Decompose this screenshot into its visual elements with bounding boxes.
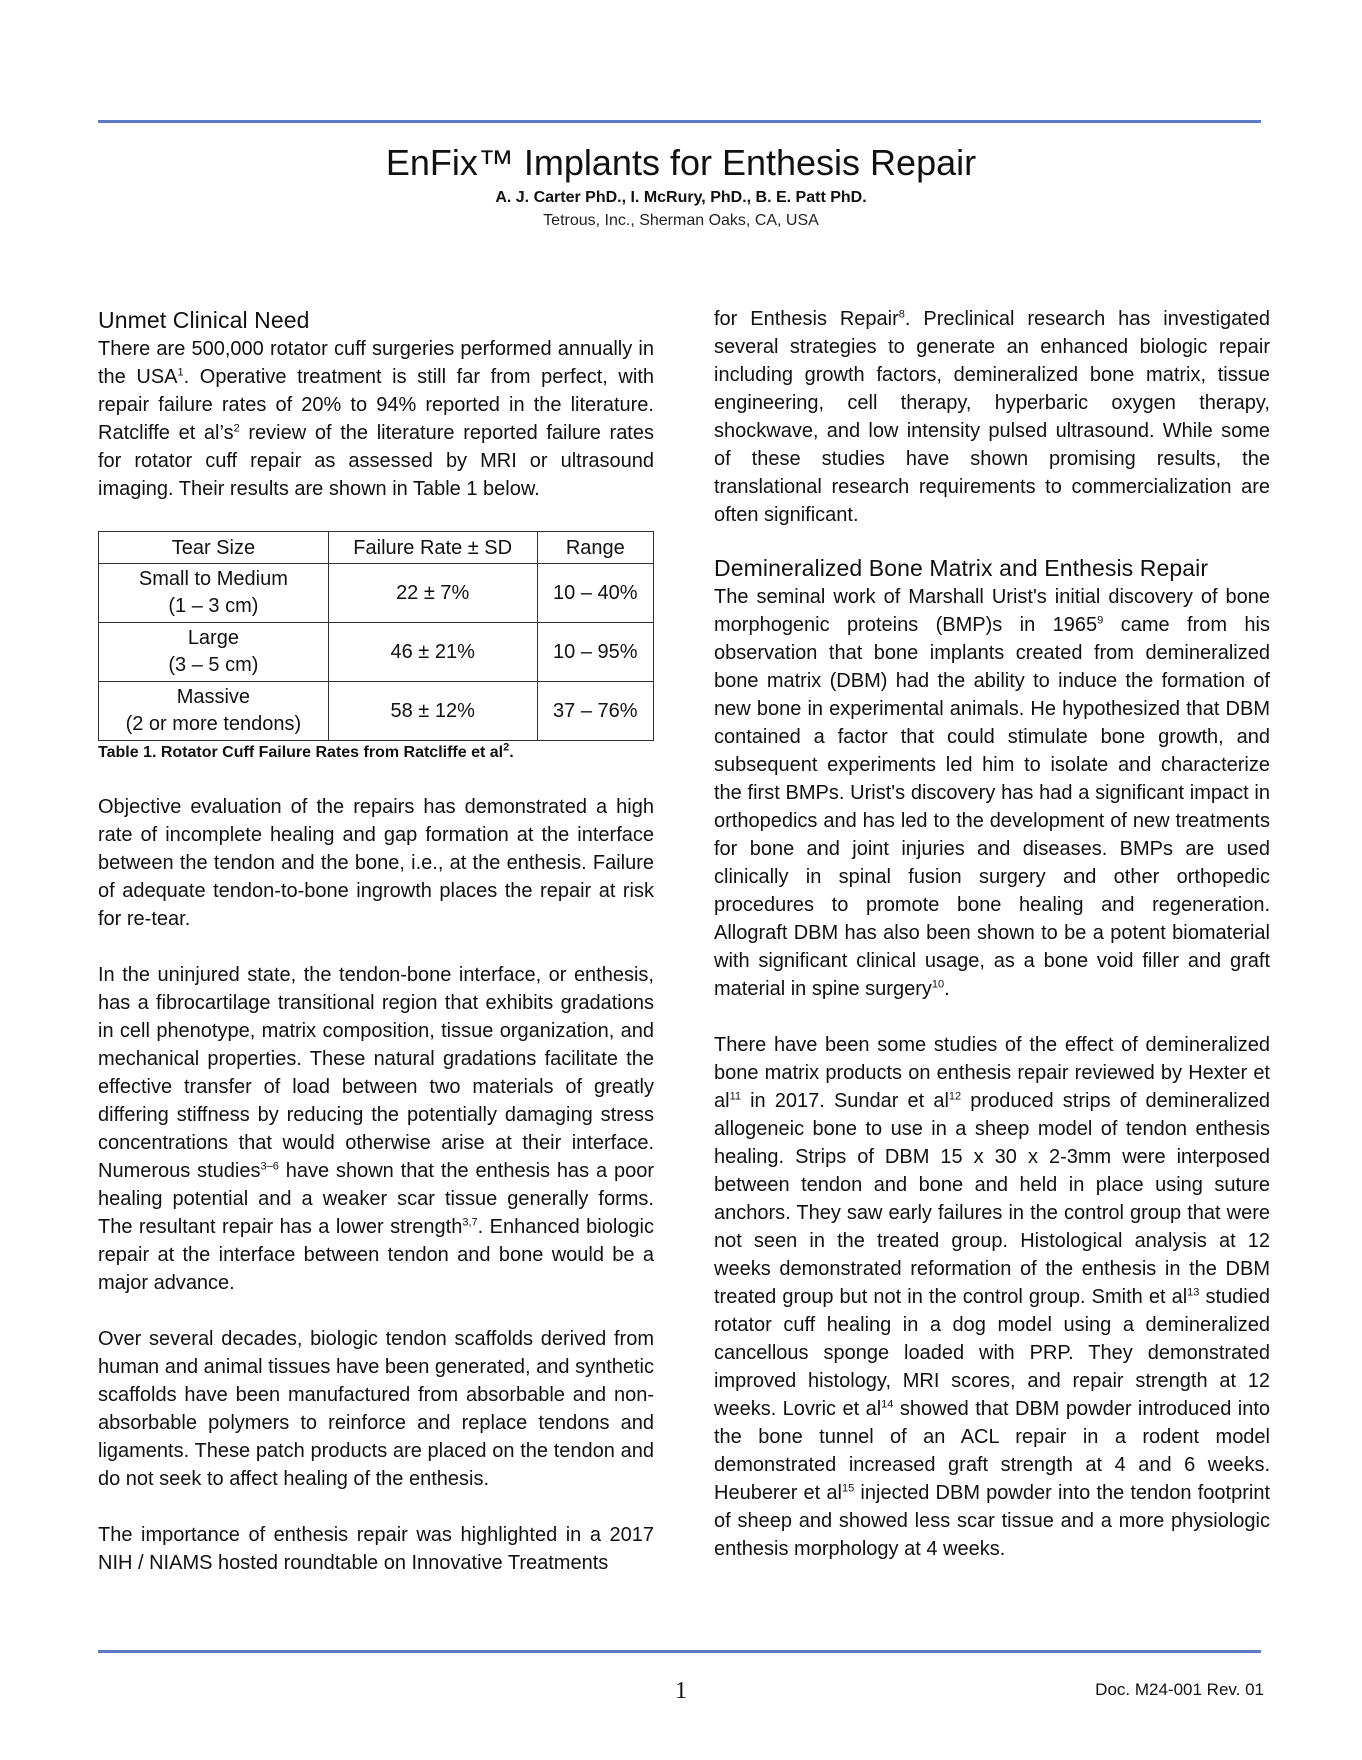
bottom-rule [98,1650,1261,1653]
citation: 1 [177,366,184,379]
table-cell-failure-rate: 58 ± 12% [328,682,537,741]
section-heading-dbm: Demineralized Bone Matrix and Enthesis Repair [714,555,1209,581]
table-cell-range: 10 – 40% [537,564,653,623]
citation: 10 [931,978,945,991]
paragraph: There have been some studies of the effect of demineralized bone matrix products on enthesis repair reviewed by Hexter et $al^{11}$ in 2017. Sundar et $al^{12}$ produced strips of demineralized allogeneic bone to use in a sheep model of tendon enthesis healing. Strips of DBM 15 x 30 x 2-3mm were interposed between tendon and bone and held in place using suture anchors. They saw early failures in the control group that were not seen in the treated group. Histological analysis at 12 weeks demonstrated reformation of the enthesis in the DBM treated group but not in the control group. Smith et $al^{13}$ studied rotator cuff healing in a dog model using a demineralized cancellous sponge loaded with PRP. They demonstrated improved histology, MRI scores, and repair strength at 12 weeks. Lovric et $al^{14}$ showed that DBM powder introduced into the bone tunnel of an ACL repair in a rodent model demonstrated increased graft strength at 4 and 6 weeks. Heuberer et $al^{15}$ injected DBM powder into the tendon footprint of sheep and showed less scar tissue and a more physiologic enthesis morphology at 4 weeks. [714,1034,1270,1560]
document-id: Doc. M24-001 Rev. 01 [1095,1680,1264,1699]
paragraph: In the uninjured state, the tendon-bone interface, or enthesis, has a fibrocartilage transitional region that exhibits gradations in cell phenotype, matrix composition, tissue organization, and mechanical properties. These natural gradations facilitate the effective transfer of load between two materials of greatly differing stiffness by reducing the potentially damaging stress concentrations that would otherwise arise at their interface. Numerous studies$^{3-6}$ have shown that the enthesis has a poor healing potential and a weaker scar tissue generally forms. The resultant repair has a lower strength$^{3,7}$. Enhanced biologic repair at the interface between tendon and bone would be a major advance. [98,964,655,1294]
table-header: Range [537,532,653,564]
citation: 3–6 [260,1160,279,1173]
paragraph: for Enthesis Repair$^8$. Preclinical research has investigated several strategies to generate an enhanced biologic repair including growth factors, demineralized bone matrix, tissue engineering, cell therapy, hyperbaric oxygen therapy, shockwave, and low intensity pulsed ultrasound. While some of these studies have shown promising results, the translational research requirements to commercialization are often significant. [714,308,1270,526]
table-cell-range: 10 – 95% [537,623,653,682]
right-column [714,305,1270,1563]
header [0,140,1362,231]
paper-title: EnFix™ Implants for Enthesis Repair [385,142,977,183]
top-rule [98,120,1261,123]
citation: 2 [233,422,240,435]
table-cell-tear-size: Large (3 – 5 cm) [99,623,329,682]
section-heading-unmet-need: Unmet Clinical Need [98,307,310,333]
citation: 12 [948,1090,962,1103]
paragraph: Over several decades, biologic tendon scaffolds derived from human and animal tissues have been generated, and synthetic scaffolds have been manufactured from absorbable and non-absorbable polymers to reinforce and replace tendons and ligaments. These patch products are placed on the tendon and do not seek to affect healing of the enthesis. [98,1328,654,1490]
table-row [99,623,654,682]
citation: 11 [729,1090,741,1103]
table-cell-failure-rate: 22 ± 7% [328,564,537,623]
paragraph: The importance of enthesis repair was highlighted in a 2017 NIH / NIAMS hosted roundtable on Innovative Treatments [98,1524,654,1574]
paragraph: Objective evaluation of the repairs has demonstrated a high rate of incomplete healing and gap formation at the interface between the tendon and the bone, i.e., at the enthesis. Failure of adequate tendon-to-bone ingrowth places the repair at risk for re-tear. [98,796,654,930]
paragraph: The seminal work of Marshall Urist's initial discovery of bone morphogenic proteins (BMP)s in 1965$^9$ came from his observation that bone implants created from demineralized bone matrix (DBM) had the ability to induce the formation of new bone in experimental animals. He hypothesized that DBM contained a factor that could stimulate bone growth, and subsequent experiments led him to isolate and characterize the first BMPs. Urist's discovery has had a significant impact in orthopedics and has led to the development of new treatments for bone and joint injuries and diseases. BMPs are used clinically in spinal fusion surgery and other orthopedic procedures to promote bone healing and regeneration. Allograft DBM has also been shown to be a potent biomaterial with significant clinical usage, as a bone void filler and graft material in spine surgery$^{10}$. [714,586,1270,1000]
citation: 2 [503,741,510,754]
affiliation: Tetrous, Inc., Sherman Oaks, CA, USA [543,212,819,229]
page-number: 1 [675,1678,687,1704]
table-cell-failure-rate: 46 ± 21% [328,623,537,682]
table-cell-range: 37 – 76% [537,682,653,741]
citation: 13 [1187,1286,1200,1299]
table-row [99,564,654,623]
citation: 3,7 [462,1216,478,1229]
authors: A. J. Carter PhD., I. McRury, PhD., B. E. Patt PhD. [495,189,867,206]
left-column [98,305,654,1577]
table-row [99,682,654,741]
citation: 9 [1097,614,1104,627]
table-header-row [99,532,654,564]
table-cell-tear-size: Small to Medium (1 – 3 cm) [99,564,329,623]
table-cell-tear-size: Massive (2 or more tendons) [99,682,329,741]
table-header: Failure Rate ± SD [328,532,537,564]
citation: 15 [842,1482,855,1495]
table-caption: Table 1. Rotator Cuff Failure Rates from Ratcliffe et $al^2$. [98,741,514,761]
citation: 14 [881,1398,894,1411]
table-header: Tear Size [99,532,329,564]
citation: 8 [898,308,905,321]
paragraph: There are 500,000 rotator cuff surgeries performed annually in the USA$^1$. Operative treatment is still far from perfect, with repair failure rates of 20% to 94% reported in the literature. Ratcliffe et $al’s^2$ review of the literature reported failure rates for rotator cuff repair as assessed by MRI or ultrasound imaging. Their results are shown in Table 1 below. [98,338,654,500]
failure-rate-table [98,531,654,741]
